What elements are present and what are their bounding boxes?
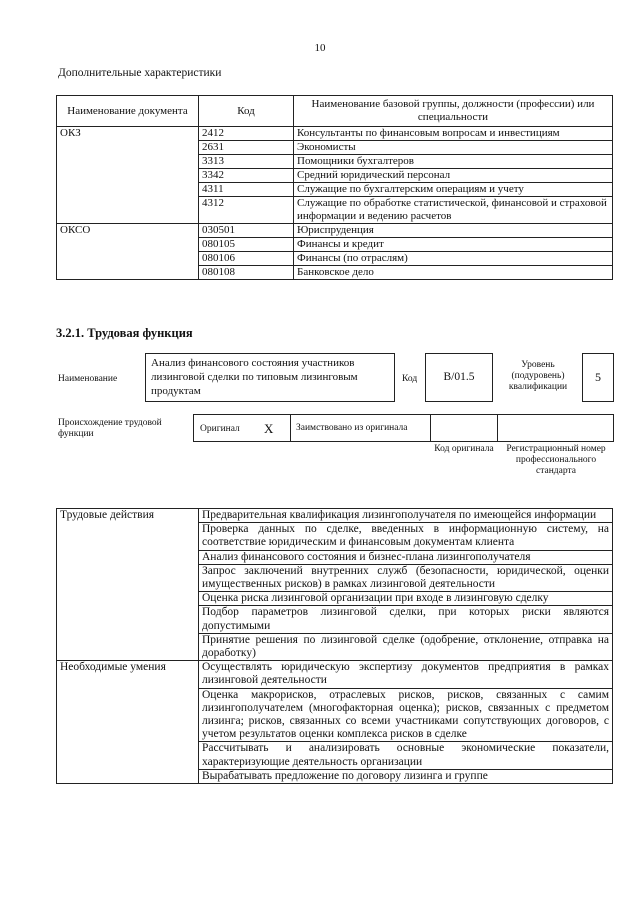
labor-item: Вырабатывать предложение по договору лизинга и группе (199, 769, 613, 783)
doc-cell: ОКЗ (57, 127, 199, 224)
labor-item: Рассчитывать и анализировать основные экономические показатели, характеризующие деятельность организации (199, 742, 613, 769)
table-row (57, 127, 613, 141)
code-original-cell (430, 414, 498, 442)
code-cell: 080108 (199, 266, 294, 280)
original-label: Оригинал (200, 424, 240, 434)
name-cell: Юриспруденция (294, 224, 613, 238)
name-label: Наименование (58, 374, 118, 384)
code-cell: 3313 (199, 155, 294, 169)
name-cell: Служащие по бухгалтерским операциям и учету (294, 183, 613, 197)
code-cell: 2631 (199, 141, 294, 155)
labor-row (57, 661, 613, 688)
labor-table-body (57, 509, 613, 784)
labor-item: Запрос заключений внутренних служб (безопасности, юридической, оценки имущественных рисков) в рамках лизинговой деятельности (199, 564, 613, 591)
labor-category: Необходимые умения (57, 661, 199, 784)
code-original-label: Код оригинала (434, 444, 494, 454)
labor-table (56, 508, 613, 784)
code-cell: 080105 (199, 238, 294, 252)
function-name-value: Анализ финансового состояния участников лизинговой сделки по типовым лизинговым продуктам (151, 357, 358, 397)
page-number: 10 (314, 42, 326, 54)
function-code-box (425, 353, 493, 402)
function-code-value: B/01.5 (443, 371, 475, 383)
name-cell: Экономисты (294, 141, 613, 155)
labor-item: Анализ финансового состояния и бизнес-плана лизингополучателя (199, 550, 613, 564)
code-cell: 080106 (199, 252, 294, 266)
labor-item: Подбор параметров лизинговой сделки, при которых риски являются допустимыми (199, 606, 613, 633)
labor-item: Оценка риска лизинговой организации при входе в лизинговую сделку (199, 592, 613, 606)
name-cell: Финансы (по отраслям) (294, 252, 613, 266)
labor-item: Предварительная квалификация лизингополучателя по имеющейся информации (199, 509, 613, 523)
labor-item: Проверка данных по сделке, введенных в информационную систему, на соответствие юридическим и финансовым документам клиента (199, 523, 613, 550)
reg-number-label: Регистрационный номер профессионального стандарта (506, 444, 606, 476)
code-cell: 030501 (199, 224, 294, 238)
additional-table-body (57, 127, 613, 280)
labor-item: Принятие решения по лизинговой сделке (одобрение, отклонение, отправка на доработку) (199, 633, 613, 660)
reg-number-cell (497, 414, 614, 442)
code-cell: 2412 (199, 127, 294, 141)
name-cell: Банковское дело (294, 266, 613, 280)
additional-title: Дополнительные характеристики (58, 67, 222, 79)
function-title: 3.2.1. Трудовая функция (56, 326, 193, 340)
level-label: Уровень (подуровень) квалификации (508, 360, 568, 392)
code-label: Код (402, 374, 418, 384)
header-name: Наименование базовой группы, должности (профессии) или специальности (294, 96, 613, 127)
original-mark: X (264, 421, 274, 436)
name-cell: Служащие по обработке статистической, финансовой и страховой информации и ведению расчетов (294, 197, 613, 224)
additional-characteristics-table (56, 95, 613, 280)
origin-label: Происхождение трудовой функции (58, 418, 162, 439)
labor-row (57, 509, 613, 523)
name-cell: Финансы и кредит (294, 238, 613, 252)
name-cell: Средний юридический персонал (294, 169, 613, 183)
code-cell: 4311 (199, 183, 294, 197)
name-cell: Консультанты по финансовым вопросам и инвестициям (294, 127, 613, 141)
borrowed-label: Заимствовано из оригинала (296, 423, 408, 433)
level-value: 5 (595, 370, 601, 384)
header-doc: Наименование документа (57, 96, 199, 127)
table-row (57, 224, 613, 238)
labor-item: Осуществлять юридическую экспертизу документов предприятия в рамках лизинговой деятельности (199, 661, 613, 688)
code-cell: 3342 (199, 169, 294, 183)
labor-item: Оценка макрорисков, отраслевых рисков, рисков, связанных с самим лизингополучателем (многофакторная оценка); рисков, связанных с предметом лизинга; рисков, связанных со всеми участниками сопутствующих договоров, с учетом результатов оценки комплекса рисков в сделке (199, 688, 613, 742)
borrowed-cell (290, 414, 431, 442)
function-name-box (145, 353, 395, 402)
level-box (582, 353, 614, 402)
original-cell (193, 414, 291, 442)
header-code: Код (199, 96, 294, 127)
doc-cell: ОКСО (57, 224, 199, 280)
table-header-row (57, 96, 613, 127)
name-cell: Помощники бухгалтеров (294, 155, 613, 169)
labor-category: Трудовые действия (57, 509, 199, 661)
code-cell: 4312 (199, 197, 294, 224)
